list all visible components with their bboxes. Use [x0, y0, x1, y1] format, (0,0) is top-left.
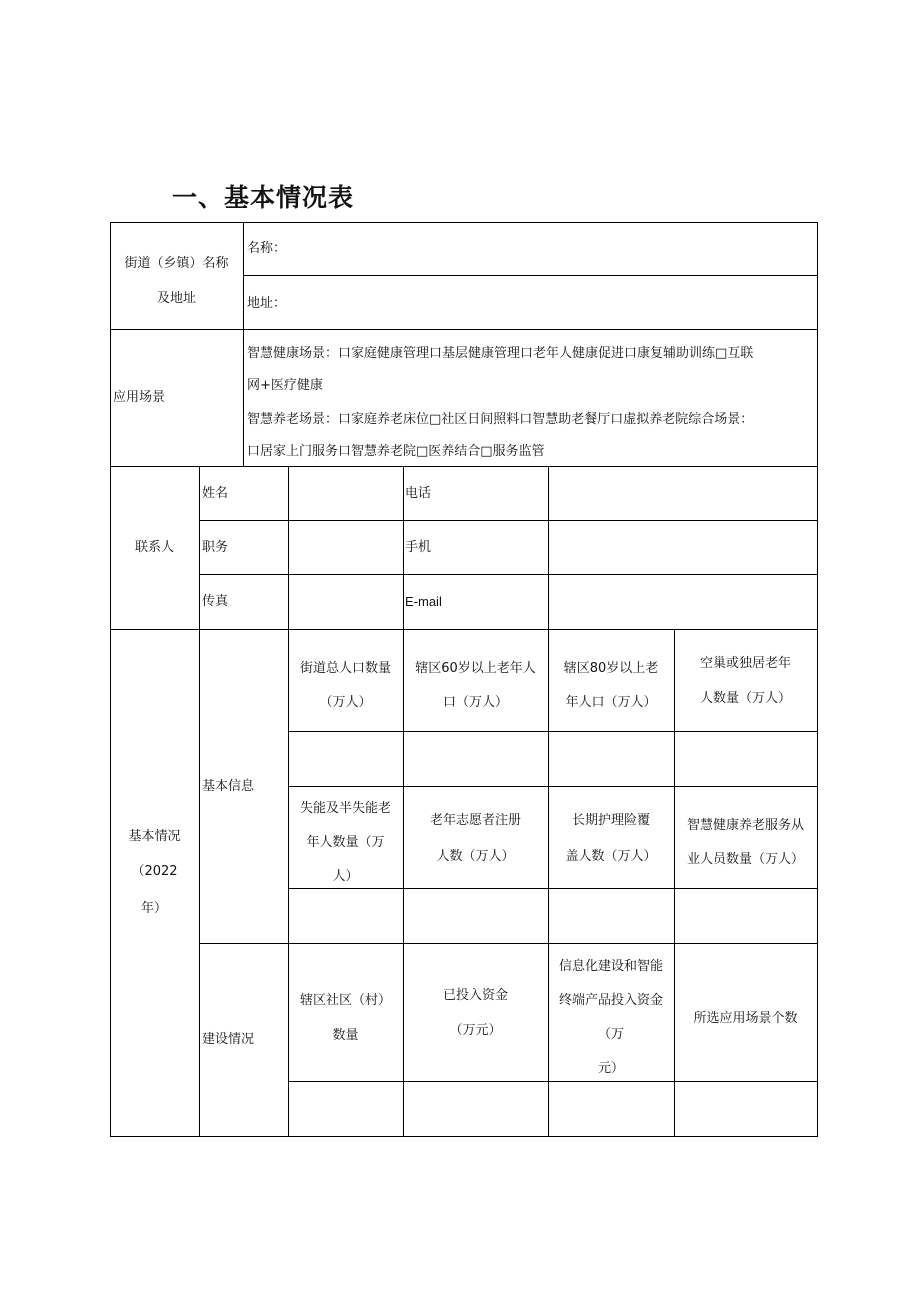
contact-mobile-label: 手机 [405, 540, 432, 555]
header-elderly-60: 辖区60岁以上老年人 [415, 661, 536, 676]
header-elderly-80-unit: 年人口（万人） [565, 695, 657, 710]
header-it-investment-3: （万 [597, 1027, 624, 1042]
divider [199, 574, 818, 575]
header-it-investment-2: 终端产品投入资金 [558, 993, 663, 1008]
basic-label-line3: 年） [141, 901, 168, 916]
contact-fax-label: 传真 [202, 594, 229, 609]
divider [110, 466, 818, 467]
contact-mobile-field[interactable] [552, 539, 814, 557]
input-volunteers[interactable] [404, 889, 548, 943]
health-scenario-line2[interactable]: 网+医疗健康 [247, 378, 323, 393]
divider [288, 786, 818, 787]
street-name-label: 名称： [247, 241, 287, 256]
header-elderly-60-unit: 口（万人） [442, 695, 508, 710]
contact-phone-label: 电话 [405, 486, 432, 501]
input-elderly-60[interactable] [404, 732, 548, 786]
header-empty-nest: 空巢或独居老年 [699, 656, 791, 671]
street-address-field[interactable] [290, 295, 810, 313]
header-ltc-insurance-unit: 盖人数（万人） [565, 849, 657, 864]
header-total-population-unit: （万人） [319, 695, 372, 710]
input-invested-funds[interactable] [404, 1082, 548, 1136]
contact-email-label: E-mail [405, 594, 442, 609]
table-border-right [817, 222, 818, 1137]
input-service-staff[interactable] [675, 889, 817, 943]
header-service-staff-unit: 业人员数量（万人） [686, 852, 804, 867]
header-it-investment-4: 元） [597, 1061, 624, 1076]
header-invested-funds: 已投入资金 [442, 988, 508, 1003]
basic-label-line1: 基本情况 [128, 829, 181, 844]
contact-email-field[interactable] [552, 593, 814, 611]
header-scenario-count: 所选应用场景个数 [693, 1011, 798, 1026]
header-total-population: 街道总人口数量 [299, 661, 391, 676]
header-communities: 辖区社区（村） [299, 993, 391, 1008]
table-border-top [110, 222, 818, 223]
input-elderly-80[interactable] [549, 732, 674, 786]
input-scenario-count[interactable] [675, 1082, 817, 1136]
contact-title-label: 职务 [202, 540, 229, 555]
scenario-label: 应用场景 [113, 390, 166, 405]
header-it-investment: 信息化建设和智能 [558, 959, 663, 974]
header-ltc-insurance: 长期护理险覆 [571, 813, 650, 828]
contact-title-field[interactable] [292, 539, 400, 557]
divider [110, 329, 818, 330]
header-volunteers: 老年志愿者注册 [429, 813, 521, 828]
build-info-label: 建设情况 [202, 1032, 255, 1047]
street-name-field[interactable] [290, 240, 810, 258]
elderly-scenario-line2[interactable]: 口居家上门服务口智慧养老院□医养结合□服务监管 [247, 444, 545, 459]
divider [199, 520, 818, 521]
header-disabled-elderly-2: 年人数量（万 [306, 835, 385, 850]
input-total-population[interactable] [289, 732, 403, 786]
table-border-bottom [110, 1136, 818, 1137]
input-empty-nest[interactable] [675, 732, 817, 786]
divider [199, 943, 818, 944]
divider [243, 275, 818, 276]
table-border-left [110, 222, 111, 1137]
street-address-label: 地址： [247, 296, 287, 311]
contact-label: 联系人 [134, 540, 174, 555]
header-service-staff: 智慧健康养老服务从 [686, 818, 804, 833]
elderly-scenario-line1[interactable]: 智慧养老场景：口家庭养老床位□社区日间照料口智慧助老餐厅口虚拟养老院综合场景： [247, 412, 754, 427]
contact-phone-field[interactable] [552, 485, 814, 503]
page-title: 一、基本情况表 [172, 183, 355, 212]
input-disabled-elderly[interactable] [289, 889, 403, 943]
header-disabled-elderly-3: 人） [332, 869, 359, 884]
header-volunteers-unit: 人数（万人） [436, 849, 515, 864]
street-label-line2: 及地址 [156, 291, 196, 306]
basic-info-label: 基本信息 [202, 779, 255, 794]
contact-name-label: 姓名 [202, 486, 229, 501]
contact-name-field[interactable] [292, 485, 400, 503]
street-label-line1: 街道（乡镇）名称 [124, 256, 229, 271]
header-elderly-80: 辖区80岁以上老 [563, 661, 659, 676]
header-invested-funds-unit: （万元） [449, 1023, 502, 1038]
basic-label-line2: （2022 [131, 864, 178, 879]
input-ltc-insurance[interactable] [549, 889, 674, 943]
contact-fax-field[interactable] [292, 593, 400, 611]
input-communities[interactable] [289, 1082, 403, 1136]
header-disabled-elderly: 失能及半失能老 [299, 801, 391, 816]
header-empty-nest-unit: 人数量（万人） [699, 691, 791, 706]
divider [243, 222, 244, 466]
divider [199, 466, 200, 1137]
divider [110, 629, 818, 630]
header-communities-2: 数量 [332, 1028, 359, 1043]
health-scenario-line1[interactable]: 智慧健康场景：口家庭健康管理口基层健康管理口老年人健康促进口康复辅助训练□互联 [247, 346, 754, 361]
input-it-investment[interactable] [549, 1082, 674, 1136]
